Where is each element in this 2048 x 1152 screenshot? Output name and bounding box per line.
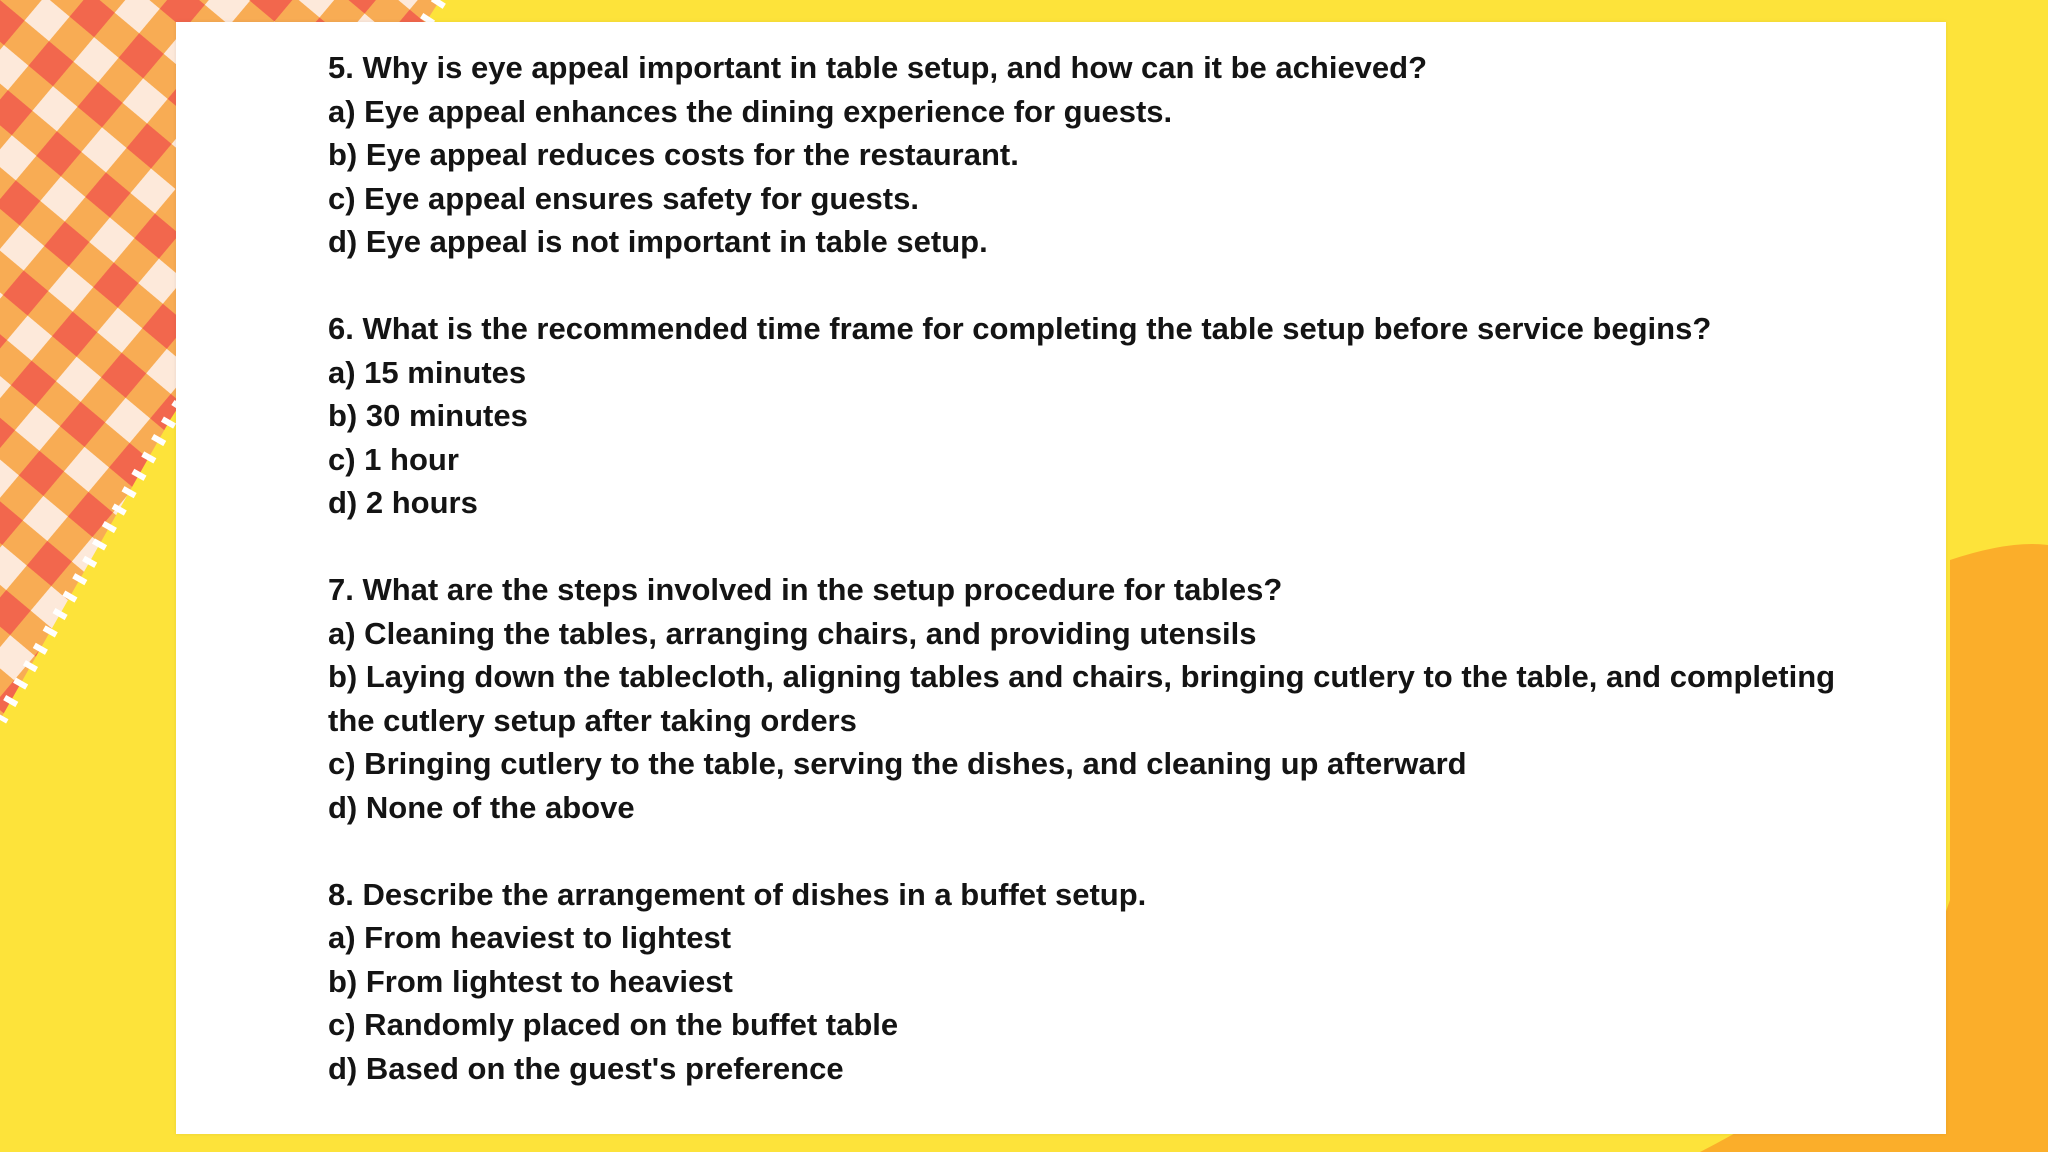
answer-option: d) Based on the guest's preference <box>328 1050 844 1086</box>
question-prompt: 6. What is the recommended time frame for completing the table setup before service begins? <box>328 310 1712 346</box>
answer-option: a) 15 minutes <box>328 354 527 390</box>
answer-option: c) Bringing cutlery to the table, serving the dishes, and cleaning up afterward <box>328 746 1467 782</box>
answer-option: b) From lightest to heaviest <box>328 963 733 999</box>
answer-option: d) None of the above <box>328 789 635 825</box>
question-prompt: 5. Why is eye appeal important in table setup, and how can it be achieved? <box>328 50 1428 85</box>
question-5 <box>328 46 1888 264</box>
answer-option: a) From heaviest to lightest <box>328 920 732 956</box>
answer-option: c) Randomly placed on the buffet table <box>328 1007 899 1043</box>
quiz-sheet <box>176 22 1946 1134</box>
answer-option: b) Eye appeal reduces costs for the restaurant. <box>328 137 1019 173</box>
question-6 <box>328 307 1888 525</box>
answer-option: d) 2 hours <box>328 485 478 521</box>
question-8 <box>328 873 1888 1091</box>
question-7 <box>328 568 1888 830</box>
answer-option: a) Cleaning the tables, arranging chairs, and providing utensils <box>328 615 1257 651</box>
answer-option: d) Eye appeal is not important in table setup. <box>328 224 988 260</box>
answer-option: a) Eye appeal enhances the dining experience for guests. <box>328 93 1173 129</box>
answer-option: c) Eye appeal ensures safety for guests. <box>328 180 919 216</box>
answer-option: b) 30 minutes <box>328 398 528 434</box>
answer-option: c) 1 hour <box>328 441 459 477</box>
question-prompt: 8. Describe the arrangement of dishes in a buffet setup. <box>328 876 1147 912</box>
question-prompt: 7. What are the steps involved in the setup procedure for tables? <box>328 571 1283 607</box>
answer-option: b) Laying down the tablecloth, aligning tables and chairs, bringing cutlery to the table, and completing the cutlery setup after taking orders <box>328 659 1836 738</box>
question-list <box>328 46 1888 1133</box>
